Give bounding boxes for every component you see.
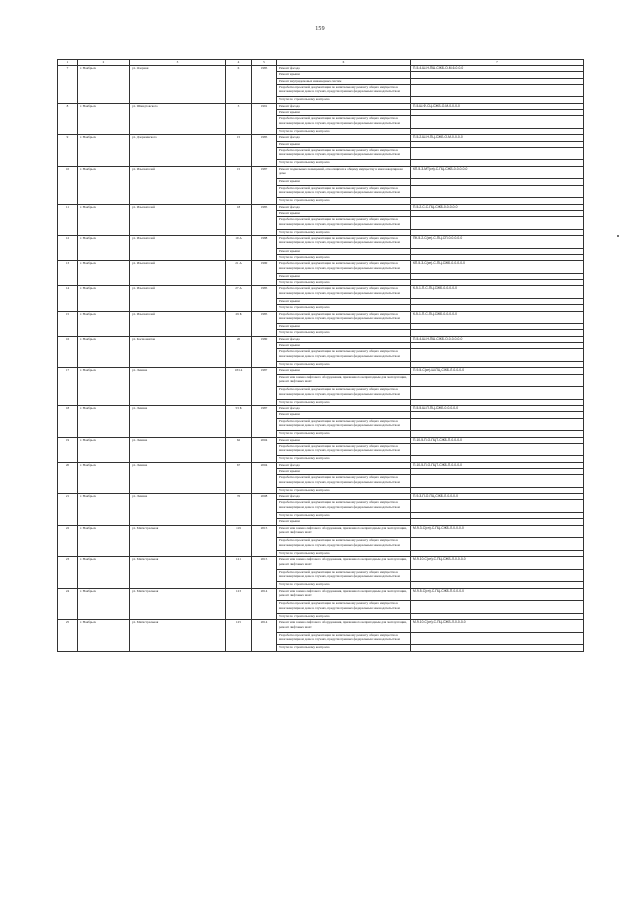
object-number: 25 xyxy=(58,620,78,651)
work-item: Ремонт внутридомовых инженерных систем xyxy=(277,78,411,84)
work-item: Разработка проектной документации по капитальному ремонту общего имущества в многоквартирном доме в случаях, предусмотренных федеральным законодательством xyxy=(277,311,411,324)
work-item: Ремонт крыши xyxy=(277,248,411,254)
object-code: К-5-1-П-С-ПЦ-СЖБ-0-0-0-0-0 xyxy=(411,311,584,324)
object-number: 18 xyxy=(58,406,78,437)
work-item: Ремонт крыши xyxy=(277,72,411,78)
object-house: 6 xyxy=(226,66,252,104)
object-house: 125 xyxy=(226,620,252,651)
object-code: П-9-3-П-О-ПЦ-СЖБ-Л-0-0-0-0 xyxy=(411,494,584,500)
work-item: Разработка проектной документации по капитальному ремонту общего имущества в многоквартирном доме в случаях, предусмотренных федеральным законодательством xyxy=(277,261,411,274)
object-number: 20 xyxy=(58,462,78,493)
object-street: ул. Магистральная xyxy=(130,588,226,619)
page-number: 159 xyxy=(315,26,325,32)
object-year: 1985 xyxy=(252,66,277,104)
object-house: 119 xyxy=(226,525,252,556)
object-year: 2014 xyxy=(252,620,277,651)
object-house: 29 Б xyxy=(226,311,252,336)
work-item: Ремонт крыши xyxy=(277,343,411,349)
object-year: 2015 xyxy=(252,557,277,588)
object-number: 21 xyxy=(58,494,78,525)
object-city: г. Ноябрьск xyxy=(78,525,130,556)
object-city: г. Ноябрьск xyxy=(78,166,130,204)
work-item: Ремонт подвальных помещений, относящихся к общему имуществу в многоквартирном доме xyxy=(277,166,411,179)
table-row xyxy=(58,286,584,299)
work-item: Услуги по строительному контролю xyxy=(277,513,411,519)
empty-code-cell xyxy=(411,538,584,551)
object-number: 12 xyxy=(58,236,78,261)
object-code: П-10-5-П-О-ПЦТ-СЖБ-П-0-0-0-0 xyxy=(411,437,584,443)
empty-code-cell xyxy=(411,418,584,431)
empty-code-cell xyxy=(411,443,584,456)
object-year: 2004 xyxy=(252,462,277,493)
object-house: 3 xyxy=(226,103,252,134)
empty-code-cell xyxy=(411,632,584,645)
work-item: Ремонт крыши xyxy=(277,469,411,475)
object-number: 19 xyxy=(58,437,78,462)
object-city: г. Ноябрьск xyxy=(78,135,130,166)
empty-code-cell xyxy=(411,185,584,198)
object-city: г. Ноябрьск xyxy=(78,103,130,134)
object-city: г. Ноябрьск xyxy=(78,261,130,286)
work-item: Разработка проектной документации по капитальному ремонту общего имущества в многоквартирном доме в случаях, предусмотренных федеральным законодательством xyxy=(277,387,411,400)
object-number: 14 xyxy=(58,286,78,311)
work-item: Разработка проектной документации по капитальному ремонту общего имущества в многоквартирном доме в случаях, предусмотренных федеральным законодательством xyxy=(277,147,411,160)
work-item: Услуги по строительному контролю xyxy=(277,229,411,235)
work-item: Услуги по строительному контролю xyxy=(277,128,411,134)
work-item: Ремонт фасада xyxy=(277,66,411,72)
work-item: Услуги по строительному контролю xyxy=(277,330,411,336)
object-number: 24 xyxy=(58,588,78,619)
object-house: 21 А xyxy=(226,261,252,286)
work-item: Услуги по строительному контролю xyxy=(277,582,411,588)
object-street: ул. Ленина xyxy=(130,494,226,525)
empty-code-cell xyxy=(411,601,584,614)
object-code: М-9-3-С(сп)-С-ПЦ-СЖБ-Л-0-0-0-0 xyxy=(411,525,584,538)
work-item: Разработка проектной документации по капитальному ремонту общего имущества в многоквартирном доме в случаях, предусмотренных федеральным законодательством xyxy=(277,443,411,456)
object-street: ул. Изыскателей xyxy=(130,286,226,311)
object-street: ул. Озерная xyxy=(130,66,226,104)
registry-table xyxy=(57,59,584,652)
object-year: 1990 xyxy=(252,261,277,286)
object-code: ПК-5-2-С(сп)-С-ПЦ-СП-0-0-0-0-0 xyxy=(411,236,584,249)
object-code: П-5-4-Ш-Н-ПШ-СЖБ-О-М-6-0-0-0 xyxy=(411,66,584,72)
work-item: Ремонт крыши xyxy=(277,368,411,374)
header-cell: 2 xyxy=(78,60,130,66)
work-item: Разработка проектной документации по капитальному ремонту общего имущества в многоквартирном доме в случаях, предусмотренных федеральным законодательством xyxy=(277,185,411,198)
work-item: Разработка проектной документации по капитальному ремонту общего имущества в многоквартирном доме в случаях, предусмотренных федеральным законодательством xyxy=(277,538,411,551)
work-item: Разработка проектной документации по капитальному ремонту общего имущества в многоквартирном доме в случаях, предусмотренных федеральным законодательством xyxy=(277,349,411,362)
work-item: Ремонт крыши xyxy=(277,210,411,216)
object-city: г. Ноябрьск xyxy=(78,557,130,588)
work-item: Разработка проектной документации по капитальному ремонту общего имущества в многоквартирном доме в случаях, предусмотренных федеральным законодательством xyxy=(277,286,411,299)
work-item: Услуги по строительному контролю xyxy=(277,280,411,286)
object-city: г. Ноябрьск xyxy=(78,494,130,525)
header-cell: 1 xyxy=(58,60,78,66)
object-year: 2015 xyxy=(252,525,277,556)
object-street: ул. Изыскателей xyxy=(130,261,226,286)
object-year: 1985 xyxy=(252,311,277,336)
work-item: Услуги по строительному контролю xyxy=(277,97,411,103)
work-item: Разработка проектной документации по капитальному ремонту общего имущества в многоквартирном доме в случаях, предусмотренных федеральным законодательством xyxy=(277,217,411,230)
object-year: 1987 xyxy=(252,406,277,437)
header-cell: 7 xyxy=(411,60,584,66)
work-item: Разработка проектной документации по капитальному ремонту общего имущества в многоквартирном доме в случаях, предусмотренных федеральным законодательством xyxy=(277,418,411,431)
table-row xyxy=(58,620,584,633)
object-street: ул. Ленина xyxy=(130,437,226,462)
work-item: Разработка проектной документации по капитальному ремонту общего имущества в многоквартирном доме в случаях, предусмотренных федеральным законодательством xyxy=(277,632,411,645)
work-item: Услуги по строительному контролю xyxy=(277,198,411,204)
object-year: 2008 xyxy=(252,494,277,525)
work-item: Услуги по строительному контролю xyxy=(277,613,411,619)
object-code: П-9-5-С(сп)-Ш-ПЦ-СЖБ-Л-0-0-0-0 xyxy=(411,368,584,374)
empty-code-cell xyxy=(411,387,584,400)
object-city: г. Ноябрьск xyxy=(78,286,130,311)
table-row xyxy=(58,311,584,324)
object-year: 2004 xyxy=(252,437,277,462)
object-code: П-10-5-П-О-ПЦТ-СЖБ-П-0-0-0-0 xyxy=(411,462,584,468)
header-cell: 3 xyxy=(130,60,226,66)
object-code: М-9-5-С(сп)-С-ПЦ-СЖБ-П-0-0-0-0 xyxy=(411,588,584,601)
work-item: Услуги по строительному контролю xyxy=(277,254,411,260)
work-item: Услуги по строительному контролю xyxy=(277,399,411,405)
work-item: Ремонт крыши xyxy=(277,519,411,525)
object-city: г. Ноябрьск xyxy=(78,620,130,651)
empty-code-cell xyxy=(411,500,584,513)
object-city: г. Ноябрьск xyxy=(78,437,130,462)
work-item: Разработка проектной документации по капитальному ремонту общего имущества в многоквартирном доме в случаях, предусмотренных федеральным законодательством xyxy=(277,475,411,488)
object-number: 13 xyxy=(58,261,78,286)
table-row xyxy=(58,261,584,274)
object-street: ул. Шмидтовского xyxy=(130,103,226,134)
object-year: 2014 xyxy=(252,588,277,619)
object-number: 7 xyxy=(58,66,78,104)
work-item: Услуги по строительному контролю xyxy=(277,645,411,651)
work-item: Ремонт крыши xyxy=(277,298,411,304)
object-street: ул. Изыскателей xyxy=(130,311,226,336)
object-house: 123 xyxy=(226,588,252,619)
work-item: Услуги по строительному контролю xyxy=(277,361,411,367)
work-item: Ремонт фасада xyxy=(277,204,411,210)
work-item: Ремонт или замена лифтового оборудования, признанного непригодным для эксплуатации, ремонт лифтовых шахт xyxy=(277,620,411,633)
object-house: 15 xyxy=(226,166,252,204)
object-year: 1985 xyxy=(252,204,277,235)
work-item: Услуги по строительному контролю xyxy=(277,456,411,462)
object-code: М-9-10-С(сп)-С-ПЦ-СЖБ-Л-0-0-0-0 xyxy=(411,620,584,633)
work-item: Разработка проектной документации по капитальному ремонту общего имущества в многоквартирном доме в случаях, предусмотренных федеральным законодательством xyxy=(277,84,411,97)
object-year: 1985 xyxy=(252,286,277,311)
object-house: 62 xyxy=(226,437,252,462)
object-house: 20 xyxy=(226,336,252,367)
object-street: ул. Ленина xyxy=(130,462,226,493)
object-code: П-5-Ш-Ф-СЦ-СЖБ-О-М-0-0-0-0 xyxy=(411,103,584,109)
object-code: КП-5-3-МТ(сп)-С-ПЦ-СЖБ-0-0-0-0-0 xyxy=(411,166,584,179)
registry-body xyxy=(58,66,584,652)
work-item: Ремонт или замена лифтового оборудования, признанного непригодным для эксплуатации, ремонт лифтовых шахт xyxy=(277,588,411,601)
empty-code-cell xyxy=(411,116,584,129)
empty-code-cell xyxy=(411,349,584,362)
table-row xyxy=(58,236,584,249)
object-city: г. Ноябрьск xyxy=(78,336,130,367)
work-item: Ремонт крыши xyxy=(277,412,411,418)
object-house: 121 xyxy=(226,557,252,588)
object-house: 15 xyxy=(226,135,252,166)
object-code: П-5-4-Ш-Н-ПШ-СЖБ-О-0-0-0-0-0 xyxy=(411,336,584,342)
object-house: 76 xyxy=(226,494,252,525)
work-item: Услуги по строительному контролю xyxy=(277,160,411,166)
object-street: ул. Дзержинского xyxy=(130,135,226,166)
object-street: ул. Ленина xyxy=(130,406,226,437)
object-number: 22 xyxy=(58,525,78,556)
object-city: г. Ноябрьск xyxy=(78,204,130,235)
object-code: КП-5-3-С(сп)-С-ПЦ-СЖБ-0-0-0-0-0 xyxy=(411,261,584,274)
object-code: П-5-2-Ш-Н-ПЦ-СЖБ-О-М-0-0-0-0 xyxy=(411,135,584,141)
work-item: Ремонт крыши xyxy=(277,273,411,279)
empty-code-cell xyxy=(411,84,584,97)
empty-code-cell xyxy=(411,374,584,387)
object-number: 8 xyxy=(58,103,78,134)
work-item: Ремонт или замена лифтового оборудования, признанного непригодным для эксплуатации, ремонт лифтовых шахт xyxy=(277,557,411,570)
object-street: ул. Магистральная xyxy=(130,620,226,651)
work-item: Ремонт фасада xyxy=(277,406,411,412)
object-street: ул. Изыскателей xyxy=(130,236,226,261)
object-number: 16 xyxy=(58,336,78,367)
object-street: ул. Магистральная xyxy=(130,525,226,556)
object-house: 18 xyxy=(226,204,252,235)
object-city: г. Ноябрьск xyxy=(78,66,130,104)
work-item: Разработка проектной документации по капитальному ремонту общего имущества в многоквартирном доме в случаях, предусмотренных федеральным законодательством xyxy=(277,116,411,129)
object-city: г. Ноябрьск xyxy=(78,311,130,336)
work-item: Услуги по строительному контролю xyxy=(277,305,411,311)
work-item: Ремонт фасада xyxy=(277,135,411,141)
empty-code-cell xyxy=(411,217,584,230)
object-code: К-5-1-П-С-ПЦ-СЖБ-0-0-0-0-0 xyxy=(411,286,584,299)
work-item: Услуги по строительному контролю xyxy=(277,431,411,437)
work-item: Разработка проектной документации по капитальному ремонту общего имущества в многоквартирном доме в случаях, предусмотренных федеральным законодательством xyxy=(277,500,411,513)
work-item: Ремонт или замена лифтового оборудования, признанного непригодным для эксплуатации, ремонт лифтовых шахт xyxy=(277,374,411,387)
work-item: Ремонт крыши xyxy=(277,437,411,443)
object-number: 23 xyxy=(58,557,78,588)
table-row xyxy=(58,588,584,601)
object-year: 1987 xyxy=(252,166,277,204)
object-house: 19 А xyxy=(226,236,252,261)
object-city: г. Ноябрьск xyxy=(78,236,130,261)
header-cell: 6 xyxy=(277,60,411,66)
object-code: П-5-5-Ш-П-ПЦ-СЖБ-0-0-0-0-0 xyxy=(411,406,584,412)
object-city: г. Ноябрьск xyxy=(78,462,130,493)
work-item: Ремонт фасада xyxy=(277,494,411,500)
object-street: ул. Магистральная xyxy=(130,557,226,588)
object-city: г. Ноябрьск xyxy=(78,368,130,406)
object-year: 1987 xyxy=(252,368,277,406)
object-number: 11 xyxy=(58,204,78,235)
object-year: 1980 xyxy=(252,336,277,367)
object-house: 27 А xyxy=(226,286,252,311)
object-year: 1985 xyxy=(252,135,277,166)
object-city: г. Ноябрьск xyxy=(78,588,130,619)
work-item: Разработка проектной документации по капитальному ремонту общего имущества в многоквартирном доме в случаях, предусмотренных федеральным законодательством xyxy=(277,236,411,249)
work-item: Ремонт фасада xyxy=(277,462,411,468)
object-house: 18/14 xyxy=(226,368,252,406)
object-house: 67 xyxy=(226,462,252,493)
work-item: Ремонт крыши xyxy=(277,179,411,185)
object-year: 1991 xyxy=(252,103,277,134)
object-house: 53 Б xyxy=(226,406,252,437)
object-street: ул. Изыскателей xyxy=(130,166,226,204)
empty-code-cell xyxy=(411,645,584,651)
work-item: Ремонт крыши xyxy=(277,141,411,147)
work-item: Услуги по строительному контролю xyxy=(277,550,411,556)
work-item: Ремонт крыши xyxy=(277,324,411,330)
table-row xyxy=(58,557,584,570)
work-item: Ремонт фасада xyxy=(277,336,411,342)
table-row xyxy=(58,166,584,179)
empty-code-cell xyxy=(411,147,584,160)
work-item: Ремонт крыши xyxy=(277,110,411,116)
work-item: Услуги по строительному контролю xyxy=(277,487,411,493)
empty-code-cell xyxy=(411,475,584,488)
table-row xyxy=(58,525,584,538)
object-street: ул. Изыскателей xyxy=(130,204,226,235)
object-number: 9 xyxy=(58,135,78,166)
object-code: П-5-2-С-С-ПЦ-СЖБ-0-0-0-0-0 xyxy=(411,204,584,210)
work-item: Ремонт или замена лифтового оборудования, признанного непригодным для эксплуатации, ремонт лифтовых шахт xyxy=(277,525,411,538)
work-item: Разработка проектной документации по капитальному ремонту общего имущества в многоквартирном доме в случаях, предусмотренных федеральным законодательством xyxy=(277,601,411,614)
empty-code-cell xyxy=(411,569,584,582)
object-year: 1988 xyxy=(252,236,277,261)
object-number: 10 xyxy=(58,166,78,204)
work-item: Разработка проектной документации по капитальному ремонту общего имущества в многоквартирном доме в случаях, предусмотренных федеральным законодательством xyxy=(277,569,411,582)
object-code: М-9-10-С(сп)-С-ПЦ-СЖБ-Л-0-0-0-0 xyxy=(411,557,584,570)
header-cell: 5 xyxy=(252,60,277,66)
object-number: 17 xyxy=(58,368,78,406)
object-street: ул. Ленина xyxy=(130,368,226,406)
work-item: Ремонт фасада xyxy=(277,103,411,109)
object-city: г. Ноябрьск xyxy=(78,406,130,437)
scan-speck xyxy=(617,235,619,237)
object-street: ул. Космонавтов xyxy=(130,336,226,367)
object-number: 15 xyxy=(58,311,78,336)
header-cell: 4 xyxy=(226,60,252,66)
